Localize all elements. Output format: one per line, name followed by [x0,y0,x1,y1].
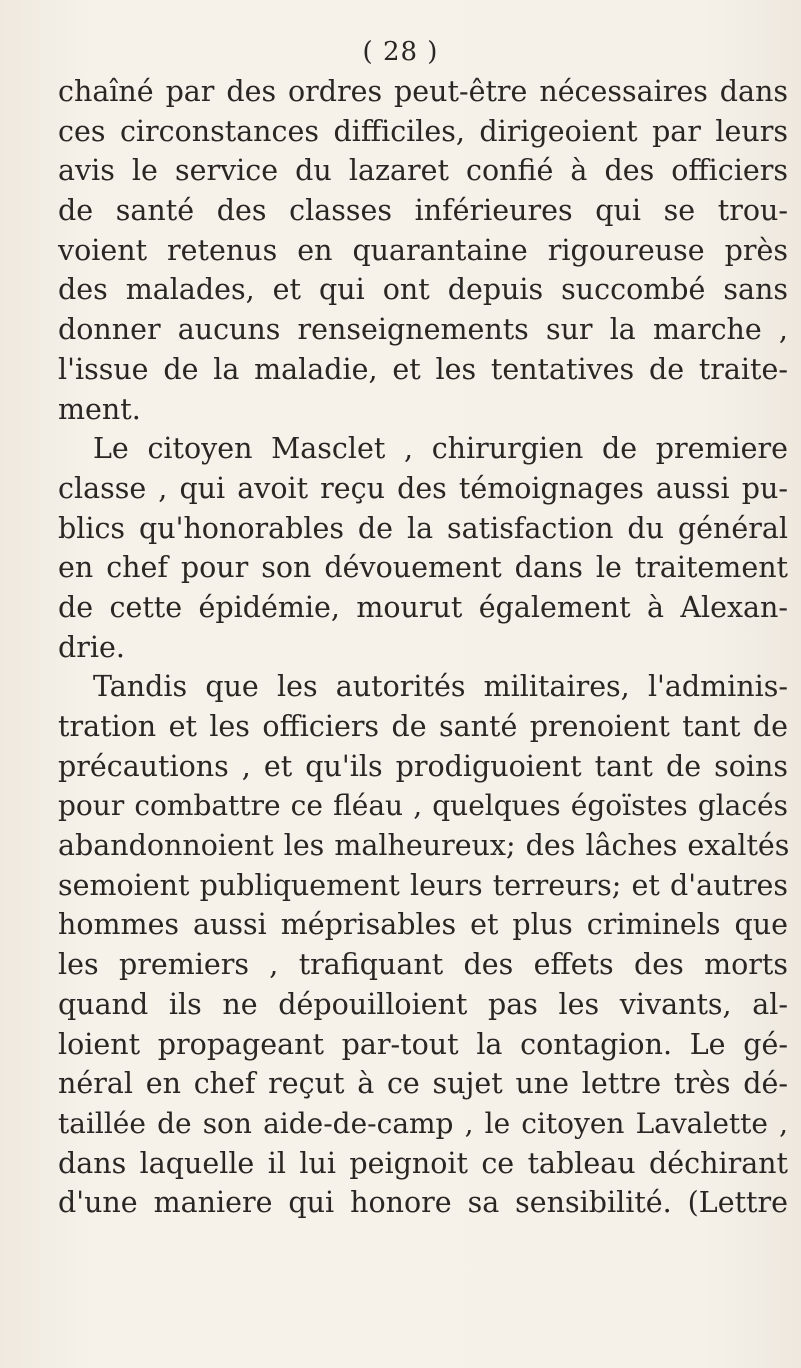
text-line: avis le service du lazaret confié à des officiers [58,154,788,188]
text-line: ment. [58,392,141,426]
text-line: loient propageant par-tout la contagion. Le gé- [58,1027,788,1061]
text-line: semoient publiquement leurs terreurs; et d'autres [58,868,788,902]
text-line: Le citoyen Masclet , chirurgien de premiere [93,432,788,466]
text-line: tration et les officiers de santé prenoient tant de [58,710,788,743]
text-line: dans laquelle il lui peignoit ce tableau déchirant [58,1146,788,1180]
text-line: néral en chef reçut à ce sujet une lettre très dé- [58,1067,788,1101]
text-line: abandonnoient les malheureux; des lâches exaltés [58,829,790,863]
text-line: donner aucuns renseignements sur la marche , [58,313,788,347]
text-line: de santé des classes inférieures qui se trou- [58,194,788,228]
text-line: l'issue de la maladie, et les tentatives de traite- [58,352,788,386]
text-line: précautions , et qu'ils prodiguoient tant de soins [58,749,788,783]
paragraph [58,667,788,1223]
text-line: en chef pour son dévouement dans le traitement [58,551,788,585]
text-line: taillée de son aide-de-camp , le citoyen Lavalette , [58,1106,788,1140]
text-line: chaîné par des ordres peut-être nécessaires dans [58,75,788,108]
page-number: ( 28 ) [362,37,439,67]
text-line: voient retenus en quarantaine rigoureuse près [58,233,788,267]
text-line: Tandis que les autorités militaires, l'adminis- [93,670,788,704]
text-line: hommes aussi méprisables et plus criminels que [58,908,788,942]
text-line: d'une maniere qui honore sa sensibilité. (Lettre [58,1186,788,1220]
text-line: des malades, et qui ont depuis succombé sans [58,273,788,307]
body-text [58,72,788,1223]
text-line: de cette épidémie, mourut également à Alexan- [58,590,788,624]
text-line: blics qu'honorables de la satisfaction du général [58,511,788,545]
text-line: drie. [58,630,125,664]
text-line: les premiers , trafiquant des effets des morts [58,948,788,982]
text-line: classe , qui avoit reçu des témoignages aussi pu- [58,471,788,505]
text-line: pour combattre ce fléau , quelques égoïstes glacés [58,789,788,823]
paragraph [58,72,788,429]
paragraph [58,429,788,667]
text-line: ces circonstances difficiles, dirigeoient par leurs [58,114,788,148]
text-line: quand ils ne dépouilloient pas les vivants, al- [58,987,788,1021]
